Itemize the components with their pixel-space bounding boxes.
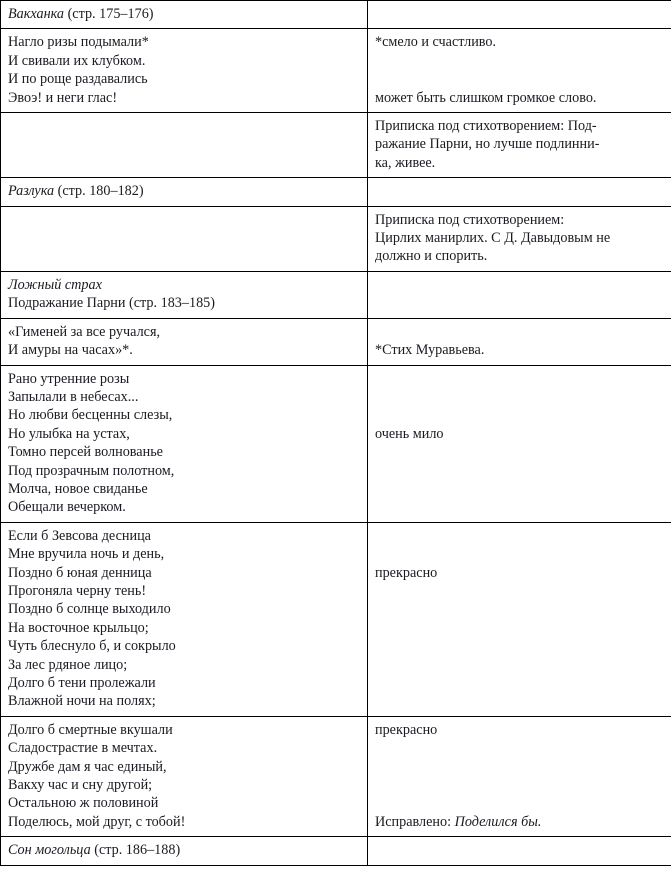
note-cell	[368, 113, 671, 178]
cell-lines	[375, 182, 664, 200]
text-line	[8, 294, 360, 312]
text-line	[8, 443, 360, 461]
plain-text: На восточное крыльцо;	[8, 619, 149, 636]
plain-text: Исправлено:	[375, 813, 455, 830]
text-line	[8, 527, 360, 545]
plain-text: Но улыбка на устах,	[8, 425, 130, 442]
empty-line	[375, 841, 664, 859]
note-cell	[368, 365, 671, 522]
note-cell	[368, 178, 671, 206]
text-line	[8, 564, 360, 582]
note-cell	[368, 522, 671, 716]
italic-text: Поделился бы.	[454, 813, 542, 830]
plain-text: Поздно б юная денница	[8, 564, 152, 581]
text-line	[375, 135, 664, 153]
plain-text: Молча, новое свиданье	[8, 480, 148, 497]
plain-text: Сладострастие в мечтах.	[8, 740, 158, 757]
plain-text: Рано утренние розы	[8, 370, 130, 387]
plain-text: Дружбе дам я час единый,	[8, 758, 167, 775]
cell-lines	[8, 721, 360, 831]
verse-cell	[1, 837, 368, 865]
plain-text: Поздно б солнце выходило	[8, 601, 171, 618]
plain-text: Томно персей волнованье	[8, 444, 163, 461]
note-cell	[368, 837, 671, 865]
text-line	[8, 480, 360, 498]
verse-cell	[1, 178, 368, 206]
cell-lines	[8, 276, 360, 313]
text-line	[8, 5, 360, 23]
text-line	[375, 813, 664, 831]
text-line	[8, 619, 360, 637]
text-line	[8, 656, 360, 674]
plain-text: Остальною ж половиной	[8, 795, 159, 812]
text-line	[8, 341, 360, 359]
text-line	[8, 425, 360, 443]
text-line	[375, 545, 664, 563]
plain-text: Прогоняла черну тень!	[8, 582, 147, 599]
plain-text: (стр. 175–176)	[64, 6, 154, 22]
plain-text: *смело и счастливо.	[375, 34, 497, 51]
text-line	[375, 52, 664, 70]
cell-lines	[8, 5, 360, 23]
text-line	[375, 758, 664, 776]
table-row	[1, 522, 671, 716]
text-line	[8, 758, 360, 776]
text-line	[8, 52, 360, 70]
text-line	[375, 70, 664, 88]
text-line	[8, 545, 360, 563]
table-body	[1, 1, 671, 866]
text-line	[8, 692, 360, 710]
plain-text: Подражание Парни (стр. 183–185)	[8, 295, 216, 312]
note-cell	[368, 206, 671, 271]
text-line	[375, 527, 664, 545]
text-line	[8, 637, 360, 655]
text-line	[8, 70, 360, 88]
plain-text: Чуть блеснуло б, и сокрыло	[8, 638, 176, 655]
verse-cell	[1, 318, 368, 365]
cell-lines	[8, 527, 360, 711]
plain-text: Обещали вечерком.	[8, 499, 126, 516]
plain-text: Нагло ризы подымали*	[8, 34, 149, 51]
note-cell	[368, 318, 671, 365]
text-line	[8, 794, 360, 812]
text-line	[8, 370, 360, 388]
note-cell	[368, 29, 671, 113]
text-line	[8, 841, 360, 859]
text-line	[8, 600, 360, 618]
table-row	[1, 1, 671, 29]
text-line	[8, 388, 360, 406]
text-line	[375, 776, 664, 794]
note-cell	[368, 1, 671, 29]
plain-text: Запылали в небесах...	[8, 388, 139, 405]
cell-lines	[375, 5, 664, 23]
plain-text: Вакху час и сну другой;	[8, 777, 153, 794]
plain-text: Поделюсь, мой друг, с тобой!	[8, 813, 186, 830]
verse-cell	[1, 29, 368, 113]
text-line	[375, 388, 664, 406]
cell-lines	[8, 33, 360, 107]
cell-lines	[8, 323, 360, 360]
verse-cell	[1, 716, 368, 836]
table-row	[1, 716, 671, 836]
plain-text: Приписка под стихотворением:	[375, 211, 565, 228]
text-line	[375, 794, 664, 812]
verse-cell	[1, 113, 368, 178]
plain-text: (стр. 186–188)	[90, 842, 181, 859]
text-line	[8, 739, 360, 757]
plain-text: «Гименей за все ручался,	[8, 323, 161, 340]
verse-cell	[1, 206, 368, 271]
verse-cell	[1, 522, 368, 716]
cell-lines	[375, 211, 664, 266]
plain-text: Мне вручила ночь и день,	[8, 546, 165, 563]
text-line	[8, 674, 360, 692]
text-line	[375, 229, 664, 247]
verse-cell	[1, 1, 368, 29]
text-line	[375, 117, 664, 135]
text-line	[375, 211, 664, 229]
italic-text: Разлука	[8, 183, 55, 200]
cell-lines	[8, 841, 360, 859]
text-line	[8, 776, 360, 794]
verse-cell	[1, 271, 368, 318]
plain-text: Влажной ночи на полях;	[8, 693, 156, 710]
text-line	[375, 406, 664, 424]
plain-text: *Стих Муравьева.	[375, 342, 485, 359]
text-line	[375, 33, 664, 51]
cell-lines	[375, 721, 664, 831]
text-line	[8, 813, 360, 831]
plain-text: Эвоэ! и неги глас!	[8, 89, 118, 106]
cell-lines	[8, 182, 360, 200]
italic-text: Ложный страх	[8, 276, 102, 293]
text-line	[8, 498, 360, 516]
text-line	[375, 323, 664, 341]
empty-line	[375, 182, 664, 200]
plain-text: (стр. 180–182)	[54, 183, 144, 200]
italic-text: Сон могольца	[8, 842, 91, 859]
empty-line	[375, 5, 664, 23]
text-line	[8, 721, 360, 739]
table-row	[1, 206, 671, 271]
plain-text: должно и спорить.	[375, 248, 488, 265]
text-line	[375, 370, 664, 388]
cell-lines	[375, 323, 664, 360]
empty-line	[8, 117, 360, 135]
cell-lines	[375, 276, 664, 294]
plain-text: И амуры на часах»*.	[8, 342, 133, 359]
cell-lines	[8, 370, 360, 517]
table-row	[1, 318, 671, 365]
cell-lines	[8, 211, 360, 229]
plain-text: И по роще раздавались	[8, 71, 148, 88]
plain-text: Долго б смертные вкушали	[8, 721, 173, 738]
text-line	[8, 276, 360, 294]
plain-text: Под прозрачным полотном,	[8, 462, 175, 479]
text-line	[375, 341, 664, 359]
cell-lines	[8, 117, 360, 135]
text-line	[8, 33, 360, 51]
cell-lines	[375, 370, 664, 444]
text-line	[375, 564, 664, 582]
verse-cell	[1, 365, 368, 522]
text-line	[8, 582, 360, 600]
plain-text: Приписка под стихотворением: Под-	[375, 118, 597, 135]
plain-text: Цирлих манирлих. С Д. Давыдовым не	[375, 230, 611, 247]
plain-text: ражание Парни, но лучше подлинни-	[375, 136, 600, 153]
italic-text: Вакханка	[8, 6, 65, 22]
plain-text: Долго б тени пролежали	[8, 675, 156, 691]
plain-text: Если б Зевсова десница	[8, 527, 151, 544]
plain-text: За лес рдяное лицо;	[8, 656, 128, 673]
cell-lines	[375, 117, 664, 172]
plain-text: ка, живее.	[375, 154, 436, 171]
table-row	[1, 271, 671, 318]
plain-text: прекрасно	[375, 721, 438, 738]
cell-lines	[375, 33, 664, 107]
text-line	[8, 89, 360, 107]
text-line	[375, 154, 664, 172]
text-line	[375, 425, 664, 443]
table-row	[1, 837, 671, 865]
text-line	[8, 182, 360, 200]
cell-lines	[375, 841, 664, 859]
text-line	[375, 247, 664, 265]
table-row	[1, 29, 671, 113]
plain-text: прекрасно	[375, 564, 438, 581]
empty-line	[8, 211, 360, 229]
plain-text: очень мило	[375, 425, 444, 442]
note-cell	[368, 716, 671, 836]
text-line	[375, 739, 664, 757]
text-line	[375, 721, 664, 739]
text-line	[8, 406, 360, 424]
note-cell	[368, 271, 671, 318]
table-row	[1, 365, 671, 522]
text-line	[375, 89, 664, 107]
plain-text: может быть слишком громкое слово.	[375, 89, 597, 106]
table-row	[1, 113, 671, 178]
empty-line	[375, 276, 664, 294]
text-line	[8, 323, 360, 341]
plain-text: И свивали их клубком.	[8, 52, 146, 69]
cell-lines	[375, 527, 664, 582]
plain-text: Но любви бесценны слезы,	[8, 407, 173, 424]
text-line	[8, 462, 360, 480]
table-row	[1, 178, 671, 206]
